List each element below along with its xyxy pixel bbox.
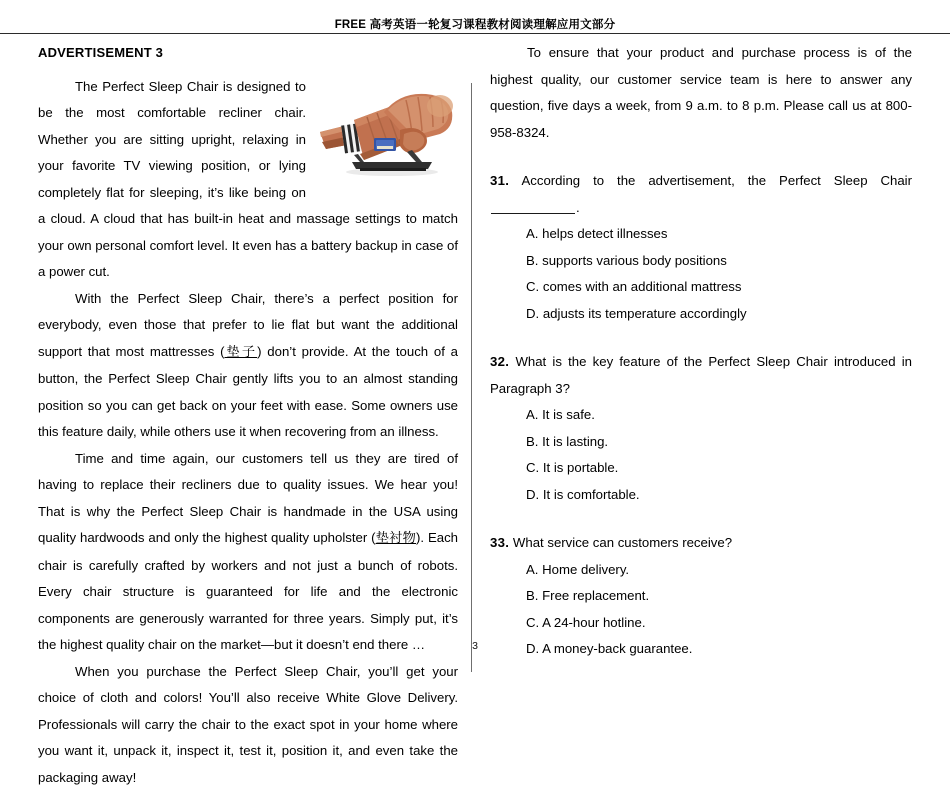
option-b[interactable]: B. It is lasting. bbox=[526, 429, 912, 456]
chinese-gloss-mattress: 垫子 bbox=[224, 345, 257, 360]
option-b[interactable]: B. Free replacement. bbox=[526, 583, 912, 610]
question-31-stem-tail: . bbox=[576, 200, 580, 215]
option-d[interactable]: D. It is comfortable. bbox=[526, 482, 912, 509]
page-number: 3 bbox=[0, 640, 950, 652]
option-d[interactable]: D. adjusts its temperature accordingly bbox=[526, 301, 912, 328]
paragraph-4: When you purchase the Perfect Sleep Chair, you’ll get your choice of cloth and colors! You’ll also receive White Glove Delivery. Professionals will carry the chair to the exact spot in your home where you want it, unpack it, inspect it, test it, position it, and even take the packaging away! bbox=[38, 659, 458, 791]
question-31-number: 31. bbox=[490, 173, 509, 188]
header-divider-rule bbox=[0, 33, 950, 34]
advertisement-title: ADVERTISEMENT 3 bbox=[38, 40, 458, 67]
question-31-options bbox=[490, 221, 912, 327]
option-a[interactable]: A. helps detect illnesses bbox=[526, 221, 912, 248]
left-column bbox=[38, 40, 458, 791]
paragraph-2-text-before-gloss: With the Perfect Sleep Chair, there’s a perfect position for everybody, even those that prefer to lie flat but want the additional support that most mattresses ( bbox=[38, 291, 458, 359]
question-32-number: 32. bbox=[490, 354, 509, 369]
right-column bbox=[490, 40, 912, 663]
option-c[interactable]: C. It is portable. bbox=[526, 455, 912, 482]
question-31-answer-blank[interactable] bbox=[491, 213, 575, 214]
question-31 bbox=[490, 168, 912, 327]
question-33-stem-text: What service can customers receive? bbox=[513, 535, 732, 550]
option-b[interactable]: B. supports various body positions bbox=[526, 248, 912, 275]
recliner-chair-photo bbox=[314, 76, 458, 181]
running-head: FREE 高考英语一轮复习课程教材阅读理解应用文部分 bbox=[0, 18, 950, 32]
question-33-stem bbox=[490, 530, 912, 557]
question-32-stem bbox=[490, 349, 912, 402]
chinese-gloss-upholster: 垫衬物 bbox=[376, 531, 416, 546]
paragraph-2-text-after-gloss: ) don’t provide. At the touch of a button, the Perfect Sleep Chair gently lifts you to an almost standing position so you can get back on your feet with ease. Some owners use this feature daily, while others use it when recovering from an illness. bbox=[38, 344, 458, 440]
question-32-options bbox=[490, 402, 912, 508]
page-body bbox=[0, 40, 950, 636]
option-a[interactable]: A. Home delivery. bbox=[526, 557, 912, 584]
customer-service-paragraph: To ensure that your product and purchase process is of the highest quality, our customer service team is here to answer any question, five days a week, from 9 a.m. to 8 p.m. Please call us at 800-958-8324. bbox=[490, 40, 912, 146]
question-32 bbox=[490, 349, 912, 508]
option-c[interactable]: C. A 24-hour hotline. bbox=[526, 610, 912, 637]
option-a[interactable]: A. It is safe. bbox=[526, 402, 912, 429]
paragraph-2 bbox=[38, 286, 458, 446]
column-divider bbox=[471, 83, 472, 672]
question-31-stem-text: According to the advertisement, the Perfect Sleep Chair bbox=[521, 173, 912, 188]
question-33-number: 33. bbox=[490, 535, 509, 550]
paragraph-3-text-before-gloss: Time and time again, our customers tell us they are tired of having to replace their recliners due to quality issues. We hear you! That is why the Perfect Sleep Chair is handmade in the USA using quality hardwoods and only the highest quality upholster ( bbox=[38, 451, 458, 546]
paragraph-3 bbox=[38, 446, 458, 659]
question-31-stem bbox=[490, 168, 912, 221]
option-d[interactable]: D. A money-back guarantee. bbox=[526, 636, 912, 663]
option-c[interactable]: C. comes with an additional mattress bbox=[526, 274, 912, 301]
paragraph-3-text-after-gloss: ). Each chair is carefully crafted by workers and not just a bunch of robots. Every chair structure is guaranteed for life and the electronic components are generously warranted for three years. Simply put, it’s the highest quality chair on the market—but it doesn’t end there … bbox=[38, 530, 458, 652]
question-32-stem-text: What is the key feature of the Perfect Sleep Chair introduced in Paragraph 3? bbox=[490, 354, 912, 396]
paragraph-1: The Perfect Sleep Chair is designed to be the most comfortable recliner chair. Whether you are sitting upright, relaxing in your favorite TV viewing position, or lying completely flat for sleeping, it’s like being on a cloud. A cloud that has built-in heat and massage settings to match your own personal comfort level. It even has a battery backup in case of a power cut. bbox=[38, 74, 458, 286]
